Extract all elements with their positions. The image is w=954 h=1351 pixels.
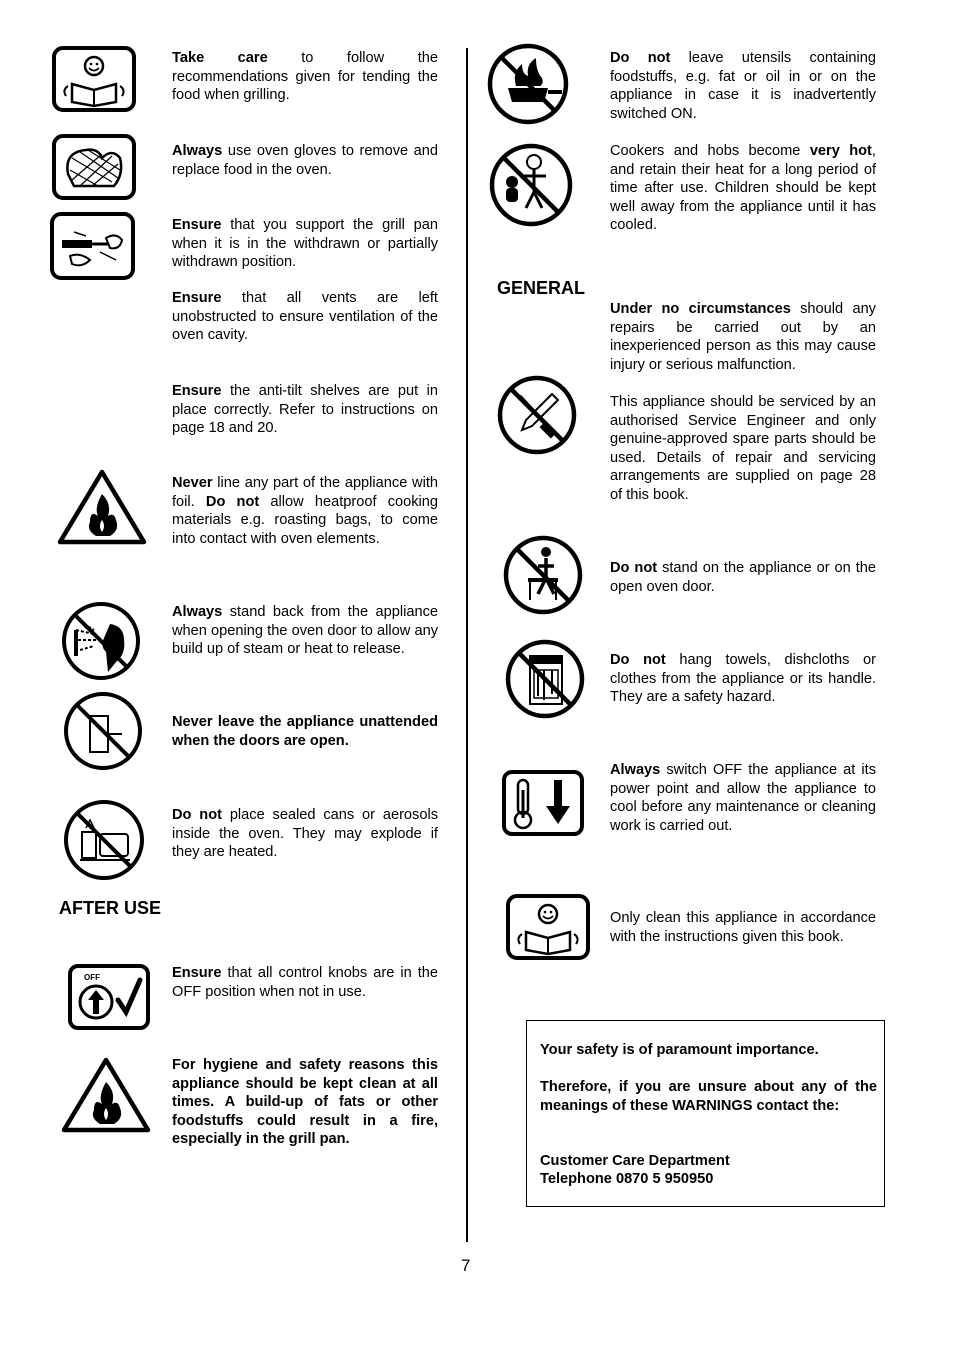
page-number: 7	[461, 1256, 471, 1275]
read-cleaning-instructions-icon	[506, 894, 590, 960]
foil-warning-text: Never line any part of the appliance with foil. Do not allow heatproof cooking materials e.g. roasting bags, to come into contact with oven elements.	[172, 475, 439, 547]
hygiene-warning-text: For hygiene and safety reasons this appliance should be kept clean at all times. A build-up of fats or other foodstuffs could result in a fire, especially in the grill pan.	[172, 1057, 438, 1147]
oven-glove-icon	[52, 134, 136, 200]
no-diy-repair-icon	[496, 374, 578, 456]
general-heading: GENERAL	[497, 278, 586, 298]
safety-notice-box	[526, 1020, 885, 1207]
control-knobs-text: Ensure that all control knobs are in the OFF position when not in use.	[172, 965, 438, 1000]
vents-text: Ensure that all vents are left unobstructed to ensure ventilation of the oven cavity.	[172, 290, 438, 343]
fire-hazard-icon	[60, 1056, 152, 1134]
open-door-icon	[62, 690, 144, 772]
pan-fire-icon	[486, 42, 570, 126]
after-use-heading: AFTER USE	[59, 898, 162, 918]
servicing-text: This appliance should be serviced by an authorised Service Engineer and only genuine-approved spare parts should be used. Details of repair and servicing arrangements are supplied on page 28 of this book.	[610, 394, 876, 503]
cleaning-instructions-text: Only clean this appliance in accordance with the instructions given this book.	[610, 910, 876, 945]
grilling-care-text: Take care to follow the recommendations given for tending the food when grilling.	[172, 50, 438, 103]
stand-warning-text: Do not stand on the appliance or on the open oven door.	[610, 560, 876, 595]
children-warning-text: Cookers and hobs become very hot, and retain their heat for a long period of time after use. Children should be kept well away from the appliance until it has cooled.	[610, 143, 876, 233]
repairs-warning-text: Under no circumstances should any repairs be carried out by an inexperienced person as this may cause injury or serious malfunction.	[610, 301, 876, 373]
no-hanging-towels-icon	[504, 638, 586, 720]
customer-care-label: Customer Care Department	[540, 1153, 730, 1169]
sealed-cans-icon	[62, 798, 146, 882]
grill-pan-support-text: Ensure that you support the grill pan when it is in the withdrawn or partially withdrawn position.	[172, 217, 438, 270]
doors-open-warning-text: Never leave the appliance unattended when the doors are open.	[172, 714, 438, 749]
safety-paramount-text: Your safety is of paramount importance.	[540, 1042, 819, 1058]
off-knob-icon	[68, 964, 150, 1030]
anti-tilt-shelves-text: Ensure the anti-tilt shelves are put in place correctly. Refer to instructions on page 18 and 20.	[172, 383, 438, 436]
switch-off-text: Always switch OFF the appliance at its power point and allow the appliance to cool before any maintenance or cleaning work is carried out.	[610, 762, 876, 834]
read-instructions-icon	[52, 46, 136, 112]
children-warning-icon	[488, 142, 574, 228]
switch-off-cool-icon	[502, 770, 584, 836]
steam-warning-text: Always stand back from the appliance when opening the oven door to allow any build up of steam or heat to release.	[172, 604, 438, 657]
grill-pan-icon	[50, 212, 135, 280]
utensils-warning-text: Do not leave utensils containing foodstuffs, e.g. fat or oil in or on the appliance in case it is inadvertently switched ON.	[610, 50, 876, 122]
sealed-cans-text: Do not place sealed cans or aerosols inside the oven. They may explode if they are heated.	[172, 807, 438, 860]
svg-text:OFF: OFF	[84, 973, 100, 982]
fire-warning-icon	[56, 468, 148, 546]
telephone-number: Telephone 0870 5 950950	[540, 1171, 714, 1187]
steam-release-icon	[60, 600, 142, 682]
towels-warning-text: Do not hang towels, dishcloths or clothes from the appliance or its handle. They are a safety hazard.	[610, 652, 876, 705]
no-standing-icon	[502, 534, 584, 616]
safety-contact-text: Therefore, if you are unsure about any of the meanings of these WARNINGS contact the:	[540, 1079, 877, 1114]
column-divider	[466, 48, 468, 1242]
oven-gloves-text: Always use oven gloves to remove and replace food in the oven.	[172, 143, 438, 178]
